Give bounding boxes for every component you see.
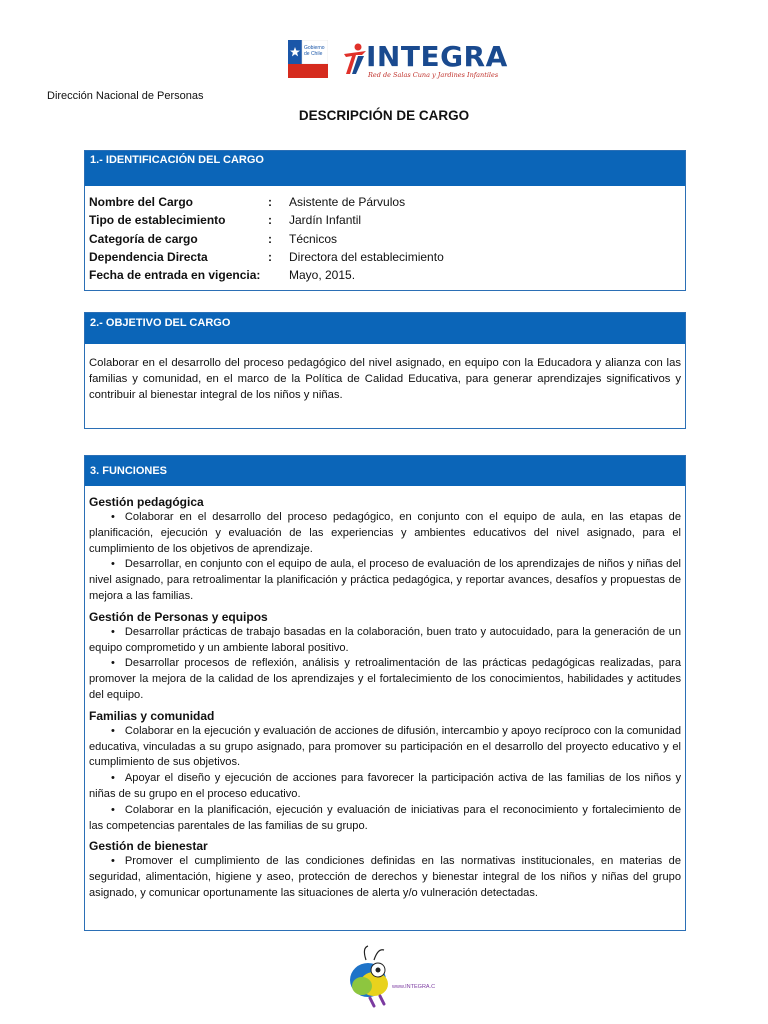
functions-group-pedagogical	[89, 494, 681, 605]
identification-section	[84, 150, 686, 291]
integra-logo	[340, 40, 508, 82]
id-label: Nombre del Cargo	[89, 195, 194, 209]
id-row-position	[89, 193, 589, 211]
function-item	[89, 854, 681, 901]
group-title: Gestión de bienestar	[89, 839, 208, 854]
id-value: Jardín Infantil	[289, 213, 362, 228]
department-name: Dirección Nacional de Personas	[47, 90, 204, 102]
id-label: Fecha de entrada en vigencia:	[89, 268, 261, 283]
identification-header: 1.- IDENTIFICACIÓN DEL CARGO	[85, 151, 685, 186]
function-text: Colaborar en la ejecución y evaluación de acciones de difusión, intercambio y apoyo recíproco con la comunidad educativa, vinculadas a su grupo asignado, para promover su participación en el desarrollo del proyecto educativo y el cumplimiento de sus objetivos.	[89, 724, 681, 769]
id-colon: :	[268, 231, 272, 246]
objective-header: 2.- OBJETIVO DEL CARGO	[85, 313, 685, 344]
bullet-icon: •	[111, 772, 115, 785]
integra-tagline: Red de Salas Cuna y Jardines Infantiles	[368, 71, 499, 79]
id-colon: :	[268, 195, 272, 209]
id-value: Asistente de Párvulos	[289, 195, 406, 209]
id-row-effective-date	[89, 266, 589, 284]
functions-body	[89, 494, 681, 906]
function-item	[89, 724, 681, 771]
integra-mascot-logo	[340, 940, 435, 1010]
id-colon: :	[268, 213, 272, 228]
function-item	[89, 771, 681, 803]
svg-text:de Chile: de Chile	[304, 51, 323, 57]
functions-group-families	[89, 708, 681, 835]
id-label: Categoría de cargo	[89, 231, 198, 246]
group-title: Gestión pedagógica	[89, 495, 204, 509]
function-item	[89, 625, 681, 657]
svg-text:Gobierno: Gobierno	[304, 45, 325, 51]
functions-section	[84, 455, 686, 931]
bullet-icon: •	[111, 558, 115, 571]
function-item	[89, 656, 681, 703]
bullet-icon: •	[111, 657, 115, 670]
identification-table	[89, 193, 589, 284]
functions-group-people	[89, 609, 681, 704]
bullet-icon: •	[111, 724, 115, 737]
integra-wordmark: INTEGRA	[366, 40, 508, 73]
id-row-category	[89, 230, 589, 248]
id-row-reports-to	[89, 248, 589, 266]
bullet-icon: •	[111, 803, 115, 816]
bullet-icon: •	[111, 511, 115, 523]
group-title: Familias y comunidad	[89, 708, 215, 723]
function-item	[89, 510, 681, 557]
document-title: DESCRIPCIÓN DE CARGO	[298, 108, 470, 123]
function-text: Desarrollar procesos de reflexión, análisis y retroalimentación de las prácticas pedagógicas realizadas, para promover la mejora de la calidad de los aprendizajes y el fortalecimiento de los conocimientos, habilidades y actitudes del equipo.	[89, 657, 681, 701]
group-title: Gestión de Personas y equipos	[89, 609, 268, 624]
id-row-establishment	[89, 211, 589, 229]
footer-url: www.INTEGRA.CL	[392, 984, 435, 990]
objective-section	[84, 312, 686, 429]
id-value: Directora del establecimiento	[289, 249, 444, 264]
gobierno-de-chile-logo	[288, 40, 328, 78]
id-colon: :	[268, 249, 272, 264]
function-text: Promover el cumplimiento de las condiciones definidas en las normativas institucionales, en materias de seguridad, alimentación, higiene y aseo, protección de derechos y bienestar integral de los niños y niñas del grupo asignado, y comunicar oportunamente las situaciones de alerta y/o vulneración detectadas.	[89, 855, 681, 899]
objective-text: Colaborar en el desarrollo del proceso pedagógico del nivel asignado, en equipo con la Educadora y alianza con las familias y comunidad, en el marco de la Política de Calidad Educativa, para generar aprendizajes significativos y contribuir al bienestar integral de los niños y niñas.	[89, 357, 681, 401]
function-text: Desarrollar prácticas de trabajo basadas en la colaboración, buen trato y autocuidado, para la generación de un equipo comprometido y un ambiente laboral positivo.	[89, 625, 681, 654]
function-text: Desarrollar, en conjunto con el equipo de aula, el proceso de evaluación de los aprendizajes de niños y niñas del nivel asignado, para retroalimentar la planificación y práctica pedagógica, y reportar avances, desafíos y propuestas de mejora a las familias.	[89, 558, 681, 602]
function-text: Apoyar el diseño y ejecución de acciones para favorecer la participación activa de las familias de los niños y niñas de su grupo en el proceso educativo.	[89, 772, 681, 800]
functions-group-wellbeing	[89, 838, 681, 901]
function-text: Colaborar en la planificación, ejecución y evaluación de iniciativas para el reconocimiento y fortalecimiento de las competencias parentales de las familias de su grupo.	[89, 803, 681, 832]
id-value: Técnicos	[289, 231, 338, 246]
function-item	[89, 803, 681, 835]
id-label: Dependencia Directa	[89, 249, 208, 264]
functions-header: 3. FUNCIONES	[85, 456, 685, 486]
bullet-icon: •	[111, 855, 115, 868]
id-value: Mayo, 2015.	[289, 268, 356, 283]
function-text: Colaborar en el desarrollo del proceso pedagógico, en conjunto con el equipo de aula, en las etapas de planificación, ejecución y evaluación de las experiencias y ambientes educativos del nivel asignado, para el cumplimiento de los objetivos de aprendizaje.	[89, 511, 681, 555]
id-label: Tipo de establecimiento	[89, 213, 226, 228]
function-item	[89, 557, 681, 604]
bullet-icon: •	[111, 625, 115, 638]
